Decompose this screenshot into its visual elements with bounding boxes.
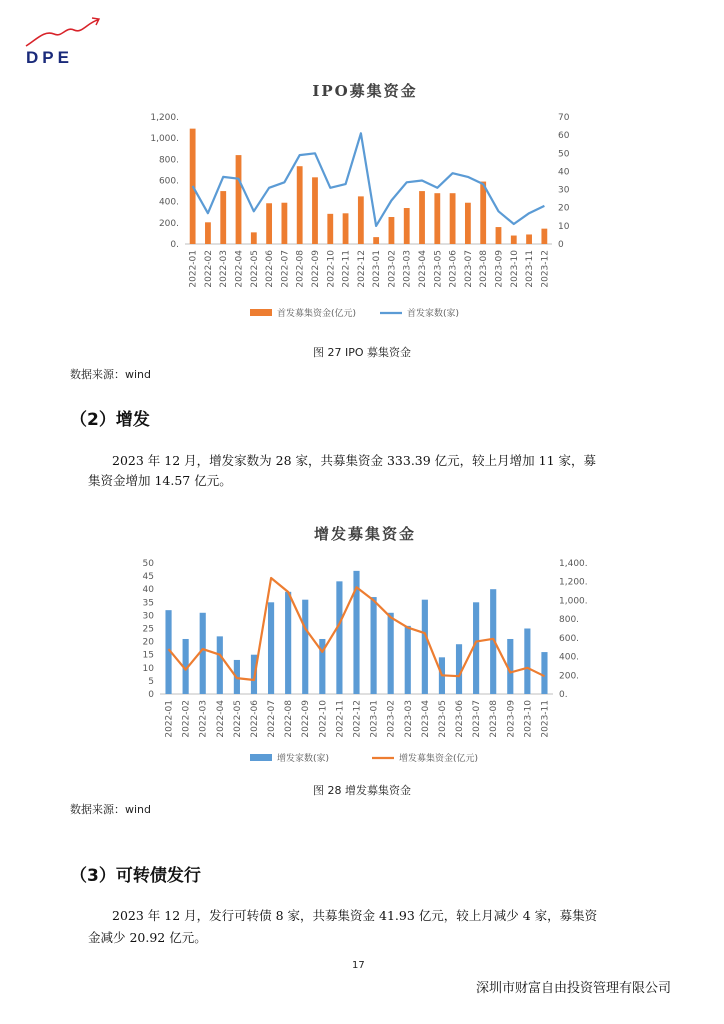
additional-x-tick-label: 2023-04 <box>420 700 431 738</box>
figure-27-caption: 图 27 IPO 募集资金 <box>312 346 412 359</box>
ipo-bar <box>297 166 303 244</box>
ipo-left-tick-label: 600. <box>158 176 179 187</box>
additional-bar <box>371 597 377 694</box>
additional-x-tick-label: 2023-05 <box>437 700 448 738</box>
additional-left-tick-label: 30 <box>142 611 154 622</box>
ipo-bar <box>526 234 532 244</box>
ipo-x-tick-label: 2022-08 <box>295 250 306 288</box>
additional-right-tick-label: 1,400. <box>559 559 588 569</box>
ipo-left-tick-label: 200. <box>158 218 179 229</box>
additional-bar <box>388 613 394 694</box>
ipo-bar <box>389 217 395 244</box>
ipo-x-tick-label: 2022-02 <box>203 250 214 288</box>
ipo-bar <box>251 232 257 244</box>
additional-bar <box>524 629 530 695</box>
additional-left-tick-label: 20 <box>142 637 154 648</box>
ipo-x-tick-label: 2022-05 <box>249 250 260 288</box>
additional-right-tick-label: 200. <box>559 671 580 682</box>
additional-x-tick-label: 2022-06 <box>249 700 260 738</box>
additional-left-tick-label: 50 <box>142 559 154 569</box>
ipo-bar <box>480 182 486 244</box>
section3-paragraph-line2: 金减少 20.92 亿元。 <box>88 930 207 945</box>
additional-x-tick-label: 2022-07 <box>267 700 278 738</box>
ipo-bar <box>343 213 349 244</box>
additional-legend-line-label: 增发募集资金(亿元) <box>399 754 479 764</box>
additional-right-tick-label: 400. <box>559 652 580 663</box>
additional-x-tick-label: 2023-01 <box>369 700 380 738</box>
ipo-left-tick-label: 800. <box>158 155 179 166</box>
ipo-left-tick-label: 400. <box>158 197 179 208</box>
ipo-x-tick-label: 2022-04 <box>234 250 245 288</box>
additional-bar <box>456 644 462 694</box>
ipo-bar <box>419 191 425 244</box>
ipo-x-tick-label: 2023-01 <box>372 249 383 288</box>
logo-text: DPE <box>26 48 73 67</box>
ipo-bar <box>327 214 333 244</box>
data-source-2: 数据来源：wind <box>70 803 152 816</box>
footer-company-name: 深圳市财富自由投资管理有限公司 <box>476 981 672 996</box>
ipo-bar <box>434 193 440 244</box>
ipo-left-tick-label: 1,000. <box>150 134 179 145</box>
additional-bar <box>285 592 291 694</box>
ipo-x-tick-label: 2022-11 <box>341 250 352 288</box>
ipo-line-series <box>193 133 545 226</box>
additional-x-tick-label: 2022-12 <box>352 700 363 738</box>
additional-bar <box>422 600 428 694</box>
additional-x-tick-label: 2022-08 <box>284 700 295 738</box>
additional-left-tick-label: 25 <box>142 624 154 635</box>
additional-bar <box>268 602 274 694</box>
ipo-bar <box>465 203 471 244</box>
additional-x-tick-label: 2023-11 <box>540 700 551 738</box>
ipo-chart <box>140 105 570 335</box>
ipo-bar <box>511 236 517 244</box>
ipo-bar <box>281 203 287 244</box>
ipo-right-tick-label: 50 <box>558 149 570 160</box>
additional-x-tick-label: 2022-02 <box>181 700 192 738</box>
additional-x-tick-label: 2023-10 <box>523 700 534 738</box>
chart-title-additional: 增发募集资金 <box>313 525 416 543</box>
ipo-left-tick-label: 0. <box>170 240 179 250</box>
ipo-right-tick-label: 60 <box>558 131 570 142</box>
additional-bar <box>336 581 342 694</box>
additional-x-tick-label: 2022-10 <box>318 700 329 738</box>
section-heading-additional-issuance: （2）增发 <box>70 410 150 430</box>
ipo-right-tick-label: 70 <box>558 113 570 123</box>
ipo-right-tick-label: 40 <box>558 167 570 178</box>
section2-paragraph-line1: 2023 年 12 月，增发家数为 28 家，共募集资金 333.39 亿元，较上月增加 11 家，募 <box>112 453 597 468</box>
additional-x-tick-label: 2022-03 <box>198 700 209 738</box>
additional-x-tick-label: 2023-06 <box>455 700 466 738</box>
ipo-bar <box>236 155 242 244</box>
additional-right-tick-label: 600. <box>559 633 580 644</box>
additional-left-tick-label: 45 <box>142 572 154 583</box>
ipo-right-tick-label: 30 <box>558 185 570 196</box>
ipo-x-tick-label: 2022-12 <box>356 250 367 288</box>
additional-left-tick-label: 0 <box>148 690 154 700</box>
ipo-bar <box>450 193 456 244</box>
ipo-right-tick-label: 0 <box>558 240 564 250</box>
ipo-x-tick-label: 2022-09 <box>310 250 321 288</box>
additional-right-tick-label: 800. <box>559 615 580 626</box>
ipo-right-tick-label: 10 <box>558 221 570 232</box>
additional-left-tick-label: 15 <box>142 650 154 661</box>
ipo-x-tick-label: 2023-06 <box>448 250 459 288</box>
ipo-x-tick-label: 2022-07 <box>280 250 291 288</box>
ipo-right-tick-label: 20 <box>558 203 570 214</box>
ipo-bar <box>266 203 272 244</box>
ipo-bar <box>541 229 547 244</box>
additional-legend-bar-swatch <box>250 754 272 761</box>
additional-x-tick-label: 2022-01 <box>164 700 175 738</box>
ipo-bar <box>404 208 410 244</box>
ipo-bar <box>220 191 226 244</box>
figure-28-caption: 图 28 增发募集资金 <box>313 784 411 797</box>
additional-x-tick-label: 2022-11 <box>335 700 346 738</box>
additional-x-tick-label: 2022-09 <box>301 700 312 738</box>
additional-left-tick-label: 35 <box>142 598 154 609</box>
page-number: 17 <box>352 960 365 971</box>
ipo-x-tick-label: 2022-10 <box>326 250 337 288</box>
section-heading-convertible-bonds: （3）可转债发行 <box>70 866 201 886</box>
ipo-x-tick-label: 2023-04 <box>418 250 429 288</box>
additional-legend-bar-label: 增发家数(家) <box>277 754 330 764</box>
section2-paragraph-line2: 集资金增加 14.57 亿元。 <box>88 473 232 488</box>
chart-title-ipo: IPO募集资金 <box>312 82 418 100</box>
ipo-x-tick-label: 2023-08 <box>479 250 490 288</box>
additional-x-tick-label: 2022-05 <box>232 700 243 738</box>
additional-bar <box>405 626 411 694</box>
ipo-x-tick-label: 2023-09 <box>494 250 505 288</box>
additional-left-tick-label: 10 <box>142 663 154 674</box>
additional-left-tick-label: 40 <box>142 585 154 596</box>
ipo-x-tick-label: 2023-12 <box>540 250 551 288</box>
additional-left-tick-label: 5 <box>148 676 154 687</box>
additional-x-tick-label: 2023-08 <box>489 700 500 738</box>
additional-x-tick-label: 2022-04 <box>215 700 226 738</box>
ipo-x-tick-label: 2022-03 <box>219 250 230 288</box>
ipo-x-tick-label: 2023-03 <box>402 250 413 288</box>
ipo-bar <box>496 227 502 244</box>
ipo-x-tick-label: 2023-07 <box>463 250 474 288</box>
ipo-bar <box>373 237 379 244</box>
additional-bar <box>541 652 547 694</box>
additional-x-tick-label: 2023-02 <box>386 700 397 738</box>
ipo-x-tick-label: 2023-02 <box>387 250 398 288</box>
additional-x-tick-label: 2023-09 <box>506 700 517 738</box>
data-source-1: 数据来源：wind <box>70 368 152 381</box>
additional-x-tick-label: 2023-07 <box>472 700 483 738</box>
section3-paragraph-line1: 2023 年 12 月，发行可转债 8 家，共募集资金 41.93 亿元，较上月减少 4 家，募集资 <box>112 908 598 923</box>
additional-right-tick-label: 1,000. <box>559 596 588 607</box>
additional-issuance-chart <box>125 553 595 773</box>
ipo-x-tick-label: 2023-10 <box>509 250 520 288</box>
ipo-x-tick-label: 2022-01 <box>188 250 199 288</box>
additional-bar <box>217 636 223 694</box>
ipo-legend-bar-swatch <box>250 309 272 316</box>
additional-x-tick-label: 2023-03 <box>403 700 414 738</box>
additional-right-tick-label: 0. <box>559 690 568 700</box>
ipo-x-tick-label: 2023-11 <box>525 250 536 288</box>
additional-bar <box>302 600 308 694</box>
ipo-left-tick-label: 1,200. <box>150 113 179 123</box>
ipo-x-tick-label: 2022-06 <box>265 250 276 288</box>
ipo-bar <box>312 177 318 244</box>
additional-right-tick-label: 1,200. <box>559 577 588 588</box>
ipo-legend-line-label: 首发家数(家) <box>407 309 460 319</box>
ipo-legend-bar-label: 首发募集资金(亿元) <box>277 309 357 319</box>
ipo-bar <box>358 196 364 244</box>
ipo-bar <box>205 222 211 244</box>
ipo-x-tick-label: 2023-05 <box>433 250 444 288</box>
